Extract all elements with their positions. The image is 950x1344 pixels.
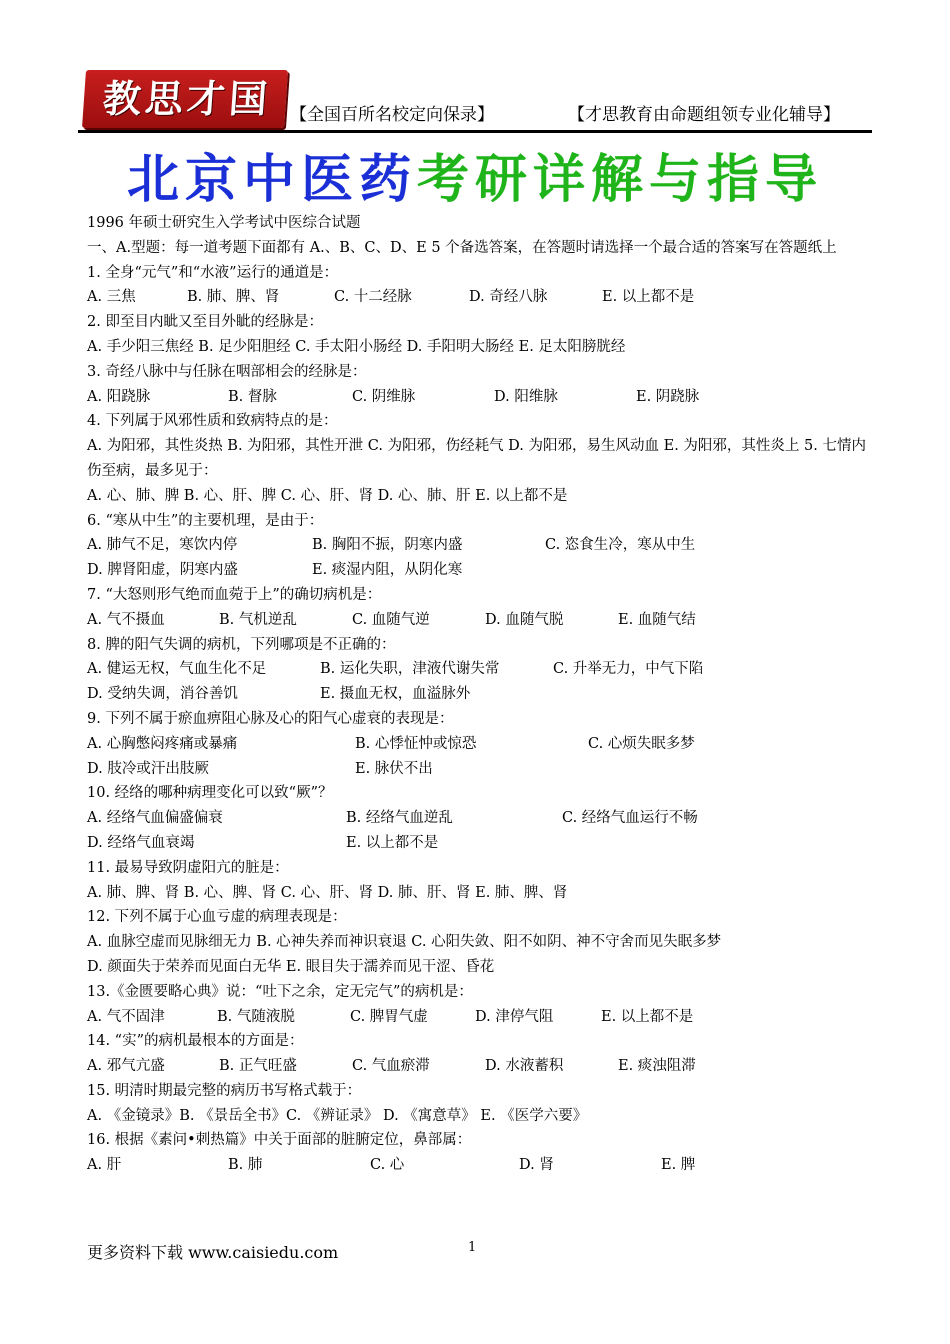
- q7-options: [87, 608, 877, 633]
- q2-options: A. 手少阳三焦经 B. 足少阳胆经 C. 手太阳小肠经 D. 手阳明大肠经 E. 足太阳膀胱经: [87, 338, 626, 355]
- option: D. 脾肾阳虚，阴寒内盛: [87, 562, 238, 579]
- option: E. 脾: [661, 1157, 696, 1174]
- option: D. 经络气血衰竭: [87, 834, 195, 851]
- q13-stem: 13.《金匮要略心典》说：“吐下之余，定无完气”的病机是：: [87, 983, 473, 1000]
- option: D. 奇经八脉: [469, 289, 548, 306]
- option: D. 肾: [519, 1157, 554, 1174]
- q12-stem: 12. 下列不属于心血亏虚的病理表现是：: [87, 909, 347, 926]
- option: D. 津停气阻: [475, 1008, 554, 1025]
- option: C. 心烦失眠多梦: [588, 735, 695, 752]
- option: A. 肺气不足，寒饮内停: [87, 537, 238, 554]
- option: B. 督脉: [228, 388, 277, 405]
- option: E. 以上都不是: [601, 1008, 694, 1025]
- title-part2: 考研详解与指导: [417, 149, 824, 210]
- q1-stem: 1. 全身“元气”和“水液”运行的通道是：: [87, 264, 339, 281]
- option: B. 胸阳不振，阴寒内盛: [312, 537, 463, 554]
- q8-options-row2: [87, 682, 877, 707]
- q3-stem: 3. 奇经八脉中与任脉在咽部相会的经脉是：: [87, 363, 367, 380]
- exam-title: 1996 年硕士研究生入学考试中医综合试题: [87, 215, 361, 231]
- option: E. 阴跷脉: [636, 388, 700, 405]
- q12-options-row1: A. 血脉空虚而见脉细无力 B. 心神失养而神识衰退 C. 心阳失敛、阳不如阴、神不守舍而见失眠多梦: [87, 934, 722, 951]
- slogan-right: 【才思教育由命题组领专业化辅导】: [568, 105, 840, 125]
- q3-options: [87, 385, 877, 410]
- q9-options-row1: [87, 732, 877, 757]
- q10-options-row2: [87, 831, 877, 856]
- option: A. 心胸憋闷疼痛或暴痛: [87, 735, 238, 752]
- q10-options-row1: [87, 806, 877, 831]
- option: E. 以上都不是: [346, 834, 439, 851]
- q16-options: [87, 1153, 877, 1178]
- option: E. 痰湿内阻，从阴化寒: [312, 562, 463, 579]
- q12-options-row2: D. 颜面失于荣养而见面白无华 E. 眼目失于濡养而见干涩、昏花: [87, 958, 495, 975]
- page-number: 1: [468, 1240, 477, 1255]
- q9-options-row2: [87, 757, 877, 782]
- option: C. 阴维脉: [352, 388, 416, 405]
- q6-stem: 6. “寒从中生”的主要机理，是由于：: [87, 512, 324, 529]
- option: D. 水液蓄积: [485, 1058, 564, 1075]
- q16-stem: 16. 根据《素问•刺热篇》中关于面部的脏腑定位，鼻部属：: [87, 1132, 472, 1149]
- option: A. 气不固津: [87, 1008, 165, 1025]
- logo-text: 教思才国: [101, 76, 273, 121]
- q7-stem: 7. “大怒则形气绝而血菀于上”的确切病机是：: [87, 586, 382, 603]
- option: C. 血随气逆: [352, 611, 430, 628]
- q13-options: [87, 1005, 877, 1030]
- option: C. 恣食生冷，寒从中生: [545, 537, 696, 554]
- footer-link[interactable]: 更多资料下载 www.caisiedu.com: [87, 1243, 339, 1262]
- option: C. 经络气血运行不畅: [562, 810, 698, 827]
- title-part1: 北京中医药: [126, 149, 417, 210]
- q6-options-row1: [87, 533, 877, 558]
- option: B. 肺: [228, 1157, 263, 1174]
- option: B. 肺、脾、肾: [187, 289, 280, 306]
- q11-stem: 11. 最易导致阴虚阳亢的脏是：: [87, 859, 289, 876]
- option: A. 气不摄血: [87, 611, 165, 628]
- option: B. 心悸怔忡或惊恐: [355, 735, 477, 752]
- option: B. 经络气血逆乱: [346, 810, 453, 827]
- header-rule: [78, 130, 872, 133]
- q2-stem: 2. 即至目内眦又至目外眦的经脉是：: [87, 314, 323, 331]
- option: A. 健运无权，气血生化不足: [87, 661, 267, 678]
- option: E. 摄血无权，血溢脉外: [320, 686, 471, 703]
- option: E. 血随气结: [618, 611, 696, 628]
- option: B. 正气旺盛: [219, 1058, 297, 1075]
- q15-options: A. 《金镜录》B. 《景岳全书》C. 《辨证录》 D. 《寓意草》 E. 《医学六要》: [87, 1107, 588, 1124]
- q8-stem: 8. 脾的阳气失调的病机，下列哪项是不正确的：: [87, 636, 396, 653]
- q8-options-row1: [87, 657, 877, 682]
- q4-options: A. 为阳邪，其性炎热 B. 为阳邪，其性开泄 C. 为阳邪，伤经耗气 D. 为阳邪，易生风动血 E. 为阳邪，其性炎上 5. 七情内伤至病，最多见于：: [87, 438, 866, 479]
- option: C. 升举无力，中气下陷: [553, 661, 704, 678]
- logo: [82, 70, 288, 128]
- option: A. 阳跷脉: [87, 388, 151, 405]
- option: B. 气随液脱: [217, 1008, 295, 1025]
- header: [78, 68, 878, 133]
- option: D. 受纳失调，消谷善饥: [87, 686, 238, 703]
- q9-stem: 9. 下列不属于瘀血痹阻心脉及心的阳气心虚衰的表现是：: [87, 710, 454, 727]
- option: E. 痰浊阻滞: [618, 1058, 696, 1075]
- q1-options: [87, 285, 877, 310]
- q6-options-row2: [87, 558, 877, 583]
- option: D. 阳维脉: [494, 388, 558, 405]
- option: C. 气血瘀滞: [352, 1058, 430, 1075]
- exam-content: [87, 211, 877, 1178]
- q10-stem: 10. 经络的哪种病理变化可以致“厥”？: [87, 785, 333, 802]
- option: C. 脾胃气虚: [350, 1008, 428, 1025]
- option: A. 三焦: [87, 289, 136, 306]
- q11-options: A. 肺、脾、肾 B. 心、脾、肾 C. 心、肝、肾 D. 肺、肝、肾 E. 肺、脾、肾: [87, 884, 568, 901]
- slogan-left: 【全国百所名校定向保录】: [290, 105, 494, 125]
- q14-stem: 14. “实”的病机最根本的方面是：: [87, 1033, 304, 1050]
- option: A. 肝: [87, 1157, 122, 1174]
- option: E. 脉伏不出: [355, 760, 433, 777]
- option: A. 邪气亢盛: [87, 1058, 165, 1075]
- q14-options: [87, 1054, 877, 1079]
- instructions: 一、A.型题：每一道考题下面都有 A.、B、C、D、E 5 个备选答案，在答题时请选择一个最合适的答案写在答题纸上: [87, 239, 837, 256]
- page-title: [0, 140, 950, 220]
- option: E. 以上都不是: [602, 289, 695, 306]
- q4-stem: 4. 下列属于风邪性质和致病特点的是：: [87, 413, 338, 430]
- option: B. 气机逆乱: [219, 611, 297, 628]
- option: A. 经络气血偏盛偏衰: [87, 810, 223, 827]
- option: D. 肢冷或汗出肢厥: [87, 760, 209, 777]
- q15-stem: 15. 明清时期最完整的病历书写格式载于：: [87, 1082, 362, 1099]
- q5-options: A. 心、肺、脾 B. 心、肝、脾 C. 心、肝、肾 D. 心、肺、肝 E. 以上都不是: [87, 487, 568, 504]
- option: D. 血随气脱: [485, 611, 564, 628]
- option: C. 十二经脉: [334, 289, 412, 306]
- option: C. 心: [370, 1157, 405, 1174]
- option: B. 运化失职，津液代谢失常: [320, 661, 500, 678]
